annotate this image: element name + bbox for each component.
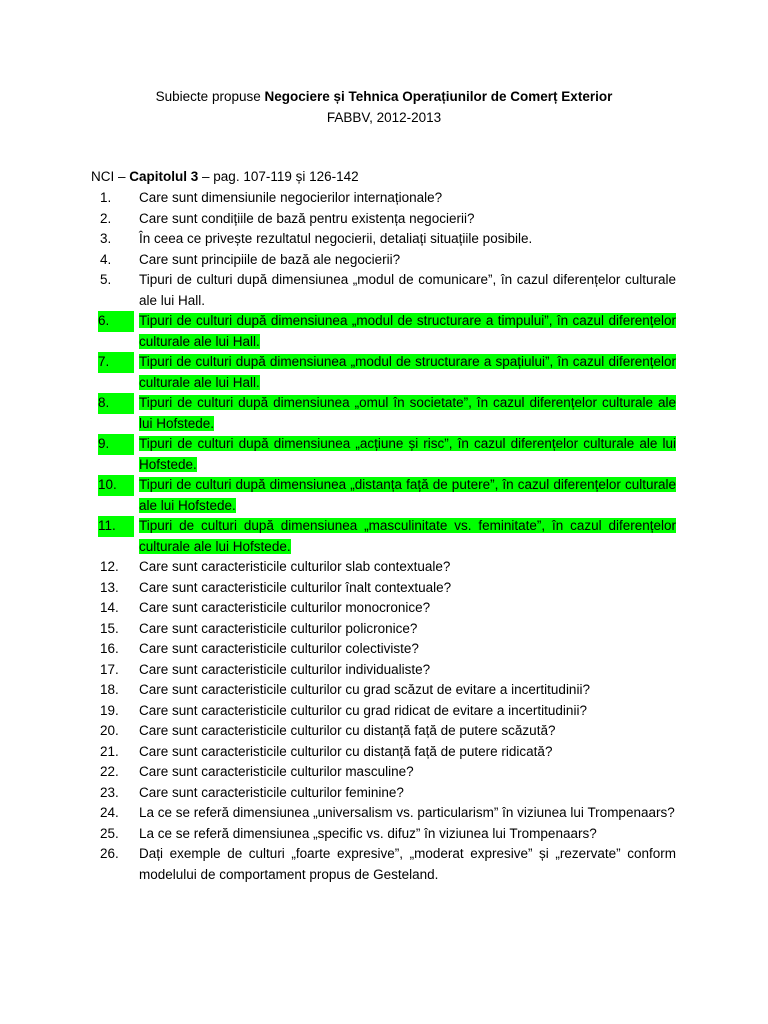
question-number: 2. xyxy=(100,210,112,226)
question-item xyxy=(0,680,676,701)
question-text: La ce se referă dimensiunea „universalism vs. particularism” în viziunea lui Trompenaars? xyxy=(139,805,675,820)
question-text: Care sunt condițiile de bază pentru existența negocierii? xyxy=(139,210,475,226)
question-number: 11. xyxy=(98,516,134,537)
question-item xyxy=(0,475,676,516)
question-item xyxy=(0,516,676,557)
question-text: Care sunt caracteristicile culturilor colectiviste? xyxy=(139,641,419,656)
question-number: 16. xyxy=(100,641,119,656)
question-item xyxy=(0,660,676,681)
question-text-highlighted: Tipuri de culturi după dimensiunea „modul de structurare a timpului”, în cazul diferențelor culturale ale lui Hall. xyxy=(139,313,676,349)
question-text-highlighted: Tipuri de culturi după dimensiunea „masculinitate vs. feminitate”, în cazul diferențelor culturale ale lui Hofstede. xyxy=(139,518,676,554)
question-item xyxy=(0,762,676,783)
question-number: 13. xyxy=(100,579,119,595)
title-bold: Negociere și Tehnica Operațiunilor de Comerț Exterior xyxy=(264,89,613,104)
question-number: 22. xyxy=(100,764,119,779)
document-subtitle: FABBV, 2012-2013 xyxy=(326,110,442,125)
question-text-highlighted: Tipuri de culturi după dimensiunea „modul de structurare a spațiului”, în cazul diferențelor culturale ale lui Hall. xyxy=(139,354,676,390)
question-number: 21. xyxy=(100,743,119,759)
question-number: 7. xyxy=(98,352,134,373)
question-item xyxy=(0,250,676,271)
question-number: 26. xyxy=(100,846,119,861)
chapter-bold: Capitolul 3 xyxy=(129,169,199,184)
question-number: 24. xyxy=(100,805,119,820)
question-number: 1. xyxy=(100,190,112,205)
question-list xyxy=(0,188,768,885)
chapter-suffix: – pag. 107-119 și 126-142 xyxy=(198,169,359,184)
document-header xyxy=(0,86,768,128)
question-item xyxy=(0,557,676,578)
question-number: 25. xyxy=(100,825,119,841)
question-item xyxy=(0,783,676,804)
question-number: 4. xyxy=(100,251,112,267)
question-number: 8. xyxy=(98,393,134,414)
question-item xyxy=(0,229,676,250)
question-number: 10. xyxy=(98,475,134,496)
question-item xyxy=(0,844,676,885)
question-text: Care sunt dimensiunile negocierilor internaționale? xyxy=(139,190,443,205)
question-text: Care sunt caracteristicile culturilor cu grad scăzut de evitare a incertitudinii? xyxy=(139,682,590,697)
question-text-highlighted: Tipuri de culturi după dimensiunea „acțiune și risc”, în cazul diferențelor culturale ale lui Hofstede. xyxy=(139,436,676,472)
question-text: Care sunt caracteristicile culturilor masculine? xyxy=(139,764,414,779)
question-item xyxy=(0,721,676,742)
question-text: Care sunt caracteristicile culturilor monocronice? xyxy=(139,600,431,615)
question-text-highlighted: Tipuri de culturi după dimensiunea „omul în societate”, în cazul diferențelor culturale ale lui Hofstede. xyxy=(139,395,676,431)
title-prefix: Subiecte propuse xyxy=(155,89,265,104)
question-item xyxy=(0,188,676,209)
question-text: La ce se referă dimensiunea „specific vs. difuz” în viziunea lui Trompenaars? xyxy=(139,825,597,841)
question-number: 5. xyxy=(100,272,112,287)
question-number: 15. xyxy=(100,620,119,636)
question-item xyxy=(0,824,676,845)
question-item xyxy=(0,434,676,475)
question-item xyxy=(0,619,676,640)
question-text: Care sunt caracteristicile culturilor înalt contextuale? xyxy=(139,579,452,595)
question-number: 3. xyxy=(100,231,112,246)
question-text: Tipuri de culturi după dimensiunea „modul de comunicare”, în cazul diferențelor culturale ale lui Hall. xyxy=(139,272,676,308)
document-title xyxy=(0,86,768,107)
question-number: 19. xyxy=(100,702,119,718)
question-number: 12. xyxy=(100,559,119,574)
question-number: 20. xyxy=(100,723,119,738)
question-text: Care sunt caracteristicile culturilor cu distanță față de putere scăzută? xyxy=(139,723,556,738)
question-item xyxy=(0,209,676,230)
question-item xyxy=(0,598,676,619)
question-item xyxy=(0,352,676,393)
question-text: Care sunt principiile de bază ale negocierii? xyxy=(139,251,401,267)
question-item xyxy=(0,311,676,352)
question-text: Dați exemple de culturi „foarte expresive”, „moderat expresive” și „rezervate” conform modelului de comportament propus de Gesteland. xyxy=(139,846,676,882)
question-item xyxy=(0,270,676,311)
question-number: 17. xyxy=(100,661,119,677)
chapter-heading xyxy=(91,167,359,187)
question-item xyxy=(0,393,676,434)
question-number: 6. xyxy=(98,311,134,332)
question-text: Care sunt caracteristicile culturilor cu grad ridicat de evitare a incertitudinii? xyxy=(139,702,587,718)
question-number: 9. xyxy=(98,434,134,455)
question-number: 23. xyxy=(100,784,119,800)
question-text: În ceea ce privește rezultatul negocierii, detaliați situațiile posibile. xyxy=(139,231,533,246)
question-text: Care sunt caracteristicile culturilor slab contextuale? xyxy=(139,559,451,574)
question-text: Care sunt caracteristicile culturilor cu distanță față de putere ridicată? xyxy=(139,743,553,759)
question-number: 18. xyxy=(100,682,119,697)
question-item xyxy=(0,578,676,599)
chapter-prefix: NCI – xyxy=(91,169,130,184)
question-text: Care sunt caracteristicile culturilor policronice? xyxy=(139,620,418,636)
question-text-highlighted: Tipuri de culturi după dimensiunea „distanța față de putere”, în cazul diferențelor culturale ale lui Hofstede. xyxy=(139,477,676,513)
question-text: Care sunt caracteristicile culturilor individualiste? xyxy=(139,661,431,677)
question-item xyxy=(0,639,676,660)
question-text: Care sunt caracteristicile culturilor feminine? xyxy=(139,784,404,800)
question-item xyxy=(0,742,676,763)
question-number: 14. xyxy=(100,600,119,615)
question-item xyxy=(0,701,676,722)
question-item xyxy=(0,803,676,824)
